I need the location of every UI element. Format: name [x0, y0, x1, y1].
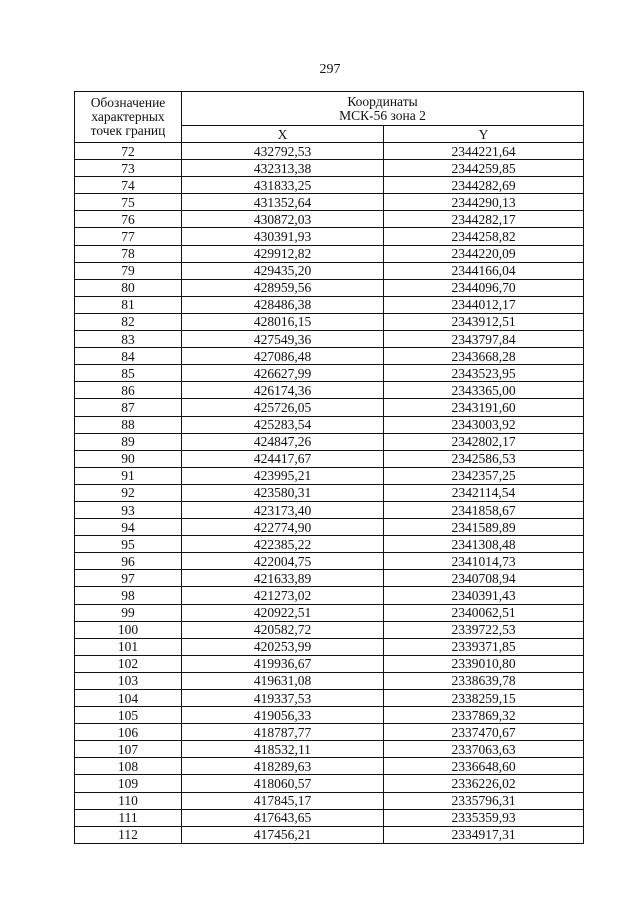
point-number-cell: 107 [75, 741, 182, 758]
table-row [75, 655, 584, 672]
point-number-cell: 101 [75, 638, 182, 655]
y-coordinate-cell: 2343668,28 [384, 348, 584, 365]
header-point-line: характерных [91, 109, 165, 124]
point-number-cell: 96 [75, 553, 182, 570]
table-row [75, 809, 584, 826]
table-row [75, 143, 584, 160]
y-coordinate-cell: 2344221,64 [384, 143, 584, 160]
header-x: X [182, 126, 384, 143]
x-coordinate-cell: 421273,02 [182, 587, 384, 604]
header-coordinates [182, 92, 584, 126]
x-coordinate-cell: 417643,65 [182, 809, 384, 826]
point-number-cell: 99 [75, 604, 182, 621]
table-row [75, 707, 584, 724]
table-row [75, 741, 584, 758]
coordinates-table [74, 91, 584, 844]
point-number-cell: 84 [75, 348, 182, 365]
y-coordinate-cell: 2344259,85 [384, 160, 584, 177]
y-coordinate-cell: 2344258,82 [384, 228, 584, 245]
point-number-cell: 89 [75, 433, 182, 450]
point-number-cell: 86 [75, 382, 182, 399]
table-row [75, 160, 584, 177]
point-number-cell: 72 [75, 143, 182, 160]
x-coordinate-cell: 424417,67 [182, 450, 384, 467]
y-coordinate-cell: 2334917,31 [384, 826, 584, 843]
table-row [75, 262, 584, 279]
point-number-cell: 80 [75, 279, 182, 296]
point-number-cell: 76 [75, 211, 182, 228]
point-number-cell: 73 [75, 160, 182, 177]
y-coordinate-cell: 2344220,09 [384, 245, 584, 262]
y-coordinate-cell: 2343003,92 [384, 416, 584, 433]
y-coordinate-cell: 2339371,85 [384, 638, 584, 655]
y-coordinate-cell: 2340062,51 [384, 604, 584, 621]
y-coordinate-cell: 2344096,70 [384, 279, 584, 296]
point-number-cell: 77 [75, 228, 182, 245]
point-number-cell: 74 [75, 177, 182, 194]
table-row [75, 279, 584, 296]
header-point-line: точек границ [90, 123, 166, 138]
table-body [75, 143, 584, 844]
x-coordinate-cell: 422004,75 [182, 553, 384, 570]
point-number-cell: 112 [75, 826, 182, 843]
y-coordinate-cell: 2343912,51 [384, 313, 584, 330]
point-number-cell: 83 [75, 331, 182, 348]
y-coordinate-cell: 2342802,17 [384, 433, 584, 450]
table-row [75, 467, 584, 484]
y-coordinate-cell: 2344282,69 [384, 177, 584, 194]
point-number-cell: 110 [75, 792, 182, 809]
y-coordinate-cell: 2339722,53 [384, 621, 584, 638]
y-coordinate-cell: 2339010,80 [384, 655, 584, 672]
table-row [75, 587, 584, 604]
point-number-cell: 109 [75, 775, 182, 792]
point-number-cell: 78 [75, 245, 182, 262]
table-row [75, 792, 584, 809]
x-coordinate-cell: 418289,63 [182, 758, 384, 775]
y-coordinate-cell: 2335796,31 [384, 792, 584, 809]
x-coordinate-cell: 420582,72 [182, 621, 384, 638]
y-coordinate-cell: 2335359,93 [384, 809, 584, 826]
y-coordinate-cell: 2338259,15 [384, 690, 584, 707]
x-coordinate-cell: 426174,36 [182, 382, 384, 399]
point-number-cell: 92 [75, 484, 182, 501]
x-coordinate-cell: 430872,03 [182, 211, 384, 228]
table-row [75, 484, 584, 501]
point-number-cell: 97 [75, 570, 182, 587]
x-coordinate-cell: 432313,38 [182, 160, 384, 177]
table-row [75, 519, 584, 536]
x-coordinate-cell: 419936,67 [182, 655, 384, 672]
y-coordinate-cell: 2341308,48 [384, 536, 584, 553]
y-coordinate-cell: 2341589,89 [384, 519, 584, 536]
table-row [75, 365, 584, 382]
x-coordinate-cell: 425283,54 [182, 416, 384, 433]
table-row [75, 758, 584, 775]
header-y: Y [384, 126, 584, 143]
point-number-cell: 100 [75, 621, 182, 638]
y-coordinate-cell: 2337063,63 [384, 741, 584, 758]
table-row [75, 672, 584, 689]
y-coordinate-cell: 2336226,02 [384, 775, 584, 792]
x-coordinate-cell: 430391,93 [182, 228, 384, 245]
x-coordinate-cell: 426627,99 [182, 365, 384, 382]
table-row [75, 211, 584, 228]
y-coordinate-cell: 2343797,84 [384, 331, 584, 348]
x-coordinate-cell: 427086,48 [182, 348, 384, 365]
y-coordinate-cell: 2342114,54 [384, 484, 584, 501]
header-coordinate-system: МСК-56 зона 2 [339, 107, 426, 123]
point-number-cell: 105 [75, 707, 182, 724]
table-row [75, 638, 584, 655]
header-point-designation [75, 92, 182, 143]
table-row [75, 416, 584, 433]
x-coordinate-cell: 420922,51 [182, 604, 384, 621]
table-row [75, 245, 584, 262]
point-number-cell: 106 [75, 724, 182, 741]
point-number-cell: 87 [75, 399, 182, 416]
point-number-cell: 104 [75, 690, 182, 707]
x-coordinate-cell: 419631,08 [182, 672, 384, 689]
y-coordinate-cell: 2344012,17 [384, 296, 584, 313]
table-row [75, 570, 584, 587]
page-number: 297 [319, 62, 341, 77]
x-coordinate-cell: 422385,22 [182, 536, 384, 553]
point-number-cell: 82 [75, 313, 182, 330]
point-number-cell: 95 [75, 536, 182, 553]
table-row [75, 536, 584, 553]
table-row [75, 604, 584, 621]
y-coordinate-cell: 2344166,04 [384, 262, 584, 279]
table-row [75, 228, 584, 245]
table-row [75, 194, 584, 211]
table-row [75, 501, 584, 518]
y-coordinate-cell: 2342357,25 [384, 467, 584, 484]
header-point-line: Обозначение [90, 95, 166, 110]
y-coordinate-cell: 2344282,17 [384, 211, 584, 228]
x-coordinate-cell: 420253,99 [182, 638, 384, 655]
table-row [75, 724, 584, 741]
x-coordinate-cell: 424847,26 [182, 433, 384, 450]
y-coordinate-cell: 2342586,53 [384, 450, 584, 467]
y-coordinate-cell: 2341858,67 [384, 501, 584, 518]
x-coordinate-cell: 418787,77 [182, 724, 384, 741]
table-row [75, 348, 584, 365]
y-coordinate-cell: 2341014,73 [384, 553, 584, 570]
table-row [75, 313, 584, 330]
y-coordinate-cell: 2340708,94 [384, 570, 584, 587]
table-row [75, 177, 584, 194]
x-coordinate-cell: 422774,90 [182, 519, 384, 536]
point-number-cell: 85 [75, 365, 182, 382]
x-coordinate-cell: 431352,64 [182, 194, 384, 211]
x-coordinate-cell: 417845,17 [182, 792, 384, 809]
header-coordinates-title: Координаты [347, 93, 418, 109]
point-number-cell: 93 [75, 501, 182, 518]
y-coordinate-cell: 2336648,60 [384, 758, 584, 775]
y-coordinate-cell: 2343523,95 [384, 365, 584, 382]
table-row [75, 553, 584, 570]
y-coordinate-cell: 2343191,60 [384, 399, 584, 416]
x-coordinate-cell: 429435,20 [182, 262, 384, 279]
table-row [75, 433, 584, 450]
y-coordinate-cell: 2344290,13 [384, 194, 584, 211]
table-row [75, 450, 584, 467]
y-coordinate-cell: 2338639,78 [384, 672, 584, 689]
point-number-cell: 103 [75, 672, 182, 689]
point-number-cell: 111 [75, 809, 182, 826]
y-coordinate-cell: 2337470,67 [384, 724, 584, 741]
x-coordinate-cell: 427549,36 [182, 331, 384, 348]
x-coordinate-cell: 431833,25 [182, 177, 384, 194]
table-row [75, 331, 584, 348]
y-coordinate-cell: 2337869,32 [384, 707, 584, 724]
table-row [75, 621, 584, 638]
x-coordinate-cell: 423580,31 [182, 484, 384, 501]
point-number-cell: 98 [75, 587, 182, 604]
table-row [75, 382, 584, 399]
x-coordinate-cell: 419337,53 [182, 690, 384, 707]
point-number-cell: 75 [75, 194, 182, 211]
table-row [75, 690, 584, 707]
x-coordinate-cell: 418532,11 [182, 741, 384, 758]
point-number-cell: 94 [75, 519, 182, 536]
y-coordinate-cell: 2340391,43 [384, 587, 584, 604]
x-coordinate-cell: 417456,21 [182, 826, 384, 843]
x-coordinate-cell: 421633,89 [182, 570, 384, 587]
x-coordinate-cell: 428959,56 [182, 279, 384, 296]
y-coordinate-cell: 2343365,00 [384, 382, 584, 399]
point-number-cell: 91 [75, 467, 182, 484]
table-header [75, 92, 584, 143]
x-coordinate-cell: 423173,40 [182, 501, 384, 518]
x-coordinate-cell: 418060,57 [182, 775, 384, 792]
point-number-cell: 102 [75, 655, 182, 672]
x-coordinate-cell: 423995,21 [182, 467, 384, 484]
x-coordinate-cell: 419056,33 [182, 707, 384, 724]
table-row [75, 826, 584, 843]
table-row [75, 775, 584, 792]
x-coordinate-cell: 428016,15 [182, 313, 384, 330]
x-coordinate-cell: 425726,05 [182, 399, 384, 416]
point-number-cell: 81 [75, 296, 182, 313]
x-coordinate-cell: 432792,53 [182, 143, 384, 160]
table-row [75, 399, 584, 416]
x-coordinate-cell: 428486,38 [182, 296, 384, 313]
point-number-cell: 88 [75, 416, 182, 433]
point-number-cell: 108 [75, 758, 182, 775]
point-number-cell: 79 [75, 262, 182, 279]
point-number-cell: 90 [75, 450, 182, 467]
x-coordinate-cell: 429912,82 [182, 245, 384, 262]
table-row [75, 296, 584, 313]
